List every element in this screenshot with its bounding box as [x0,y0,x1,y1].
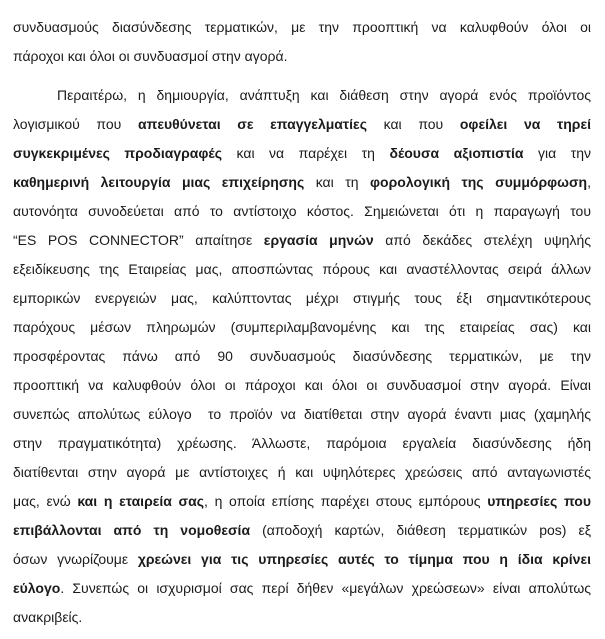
text-line [13,313,591,342]
text-run: και που [366,116,460,132]
text-run: και να παρέχει τη [222,145,390,161]
text-line [13,603,591,632]
text-run: για την [523,145,591,161]
text-run: πάροχοι και όλοι οι συνδυασμοί στην αγορά. [13,48,288,64]
bold-text-run: καθημερινή λειτουργία μιας επιχείρησης [13,174,305,190]
document-body [13,13,591,632]
text-run: παρόχους μέσων πληρωμών (συμπεριλαμβανομένης και της εταιρείας σας) και [13,319,591,335]
text-run: “ES POS CONNECTOR” απαίτησε [13,232,264,248]
bold-text-run: και η εταιρεία σας [77,493,205,509]
text-run: λογισμικού που [13,116,138,132]
text-run: αυτονόητα συνοδεύεται από το αντίστοιχο κόστος. Σημειώνεται ότι η παραγωγή του [13,203,591,219]
text-line [13,42,591,71]
text-line [13,110,591,139]
bold-text-run: οφείλει να τηρεί [459,116,591,132]
text-line [13,371,591,400]
text-run: , η οποία επίσης παρέχει στους εμπόρους [204,493,488,509]
text-run: μας, ενώ [13,493,78,509]
text-run: συνεπώς απολύτως εύλογο το προϊόν να διατίθεται στην αγορά έναντι μιας (χαμηλής [13,406,591,422]
text-run: και τη [304,174,371,190]
text-run: εμπορικών ενεργειών μας, καλύπτοντας μέχρι στιγμής τους έξι σημαντικότερους [13,290,591,306]
bold-text-run: συγκεκριμένες προδιαγραφές [13,145,223,161]
bold-text-run: δέουσα αξιοπιστία [389,145,524,161]
bold-text-run: φορολογική της συμμόρφωση [370,174,588,190]
text-line [13,197,591,226]
text-run: (αποδοχή καρτών, διάθεση τερματικών pos) εξ [250,522,591,538]
text-run: . Συνεπώς οι ισχυρισμοί σας περί δήθεν «μεγάλων χρεώσεων» είναι απολύτως [60,580,591,596]
text-line [13,574,591,603]
text-line [13,255,591,284]
text-run: προσφέροντας πάνω από 90 συνδυασμούς διασύνδεσης τερματικών, με την [13,348,591,364]
text-line [13,429,591,458]
text-line [13,487,591,516]
bold-text-run: χρεώνει για τις υπηρεσίες αυτές το τίμημα που η ίδια κρίνει [137,551,591,567]
text-run: στην πραγματικότητα) χρέωσης. Άλλωστε, παρόμοια εργαλεία διασύνδεσης ήδη [13,435,591,451]
bold-text-run: εργασία μηνών [263,232,374,248]
text-line [13,81,591,110]
text-line [13,516,591,545]
text-run: συνδυασμούς διασύνδεσης τερματικών, με την προοπτική να καλυφθούν όλοι οι [13,19,591,35]
paragraph [13,81,591,632]
text-run: Περαιτέρω, η δημιουργία, ανάπτυξη και διάθεση στην αγορά ενός προϊόντος [57,87,591,103]
text-line [13,168,591,197]
text-run: από δεκάδες στελέχη υψηλής [373,232,591,248]
text-line [13,284,591,313]
text-line [13,226,591,255]
text-run: ανακριβείς. [13,609,83,625]
text-line [13,342,591,371]
text-line [13,13,591,42]
bold-text-run: επιβάλλονται από τη νομοθεσία [13,522,251,538]
text-line [13,545,591,574]
text-run: προοπτική να καλυφθούν όλοι οι πάροχοι και όλοι οι συνδυασμοί στην αγορά. Είναι [13,377,591,393]
paragraph [13,13,591,71]
text-run: , [587,174,591,190]
text-run: όσων γνωρίζουμε [13,551,138,567]
bold-text-run: εύλογο [13,580,61,596]
bold-text-run: υπηρεσίες που [487,493,591,509]
text-run: εξειδίκευσης της Εταιρείας μας, αποσπώντας πόρους και αναστέλλοντας σειρά άλλων [13,261,591,277]
bold-text-run: απευθύνεται σε επαγγελματίες [138,116,367,132]
text-line [13,400,591,429]
text-line [13,139,591,168]
text-line [13,458,591,487]
text-run: διατίθενται στην αγορά με αντίστοιχες ή και υψηλότερες χρεώσεις από ανταγωνιστές [13,464,591,480]
